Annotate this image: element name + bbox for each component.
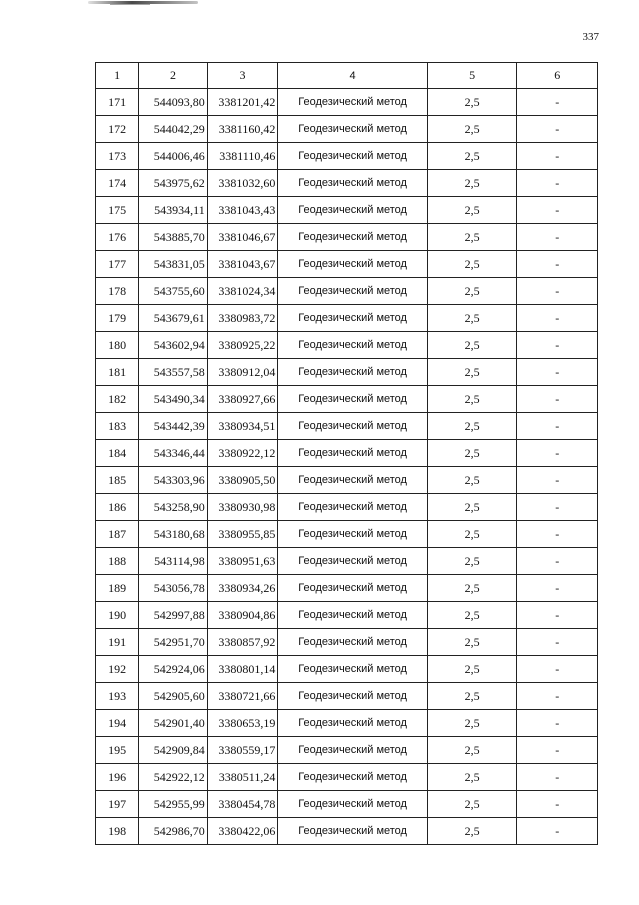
table-row — [96, 197, 598, 224]
column-header-2: 2 — [139, 63, 208, 89]
accuracy-cell: 2,5 — [427, 413, 517, 440]
y-coordinate-cell: 3380930,98 — [207, 494, 278, 521]
note-cell: - — [517, 494, 598, 521]
x-coordinate-cell: 542997,88 — [139, 602, 208, 629]
x-coordinate-cell: 542901,40 — [139, 710, 208, 737]
method-cell: Геодезический метод — [278, 710, 428, 737]
point-number-cell: 184 — [96, 440, 139, 467]
accuracy-cell: 2,5 — [427, 494, 517, 521]
point-number-cell: 191 — [96, 629, 139, 656]
accuracy-cell: 2,5 — [427, 548, 517, 575]
point-number-cell: 196 — [96, 764, 139, 791]
x-coordinate-cell: 543442,39 — [139, 413, 208, 440]
x-coordinate-cell: 543975,62 — [139, 170, 208, 197]
y-coordinate-cell: 3380983,72 — [207, 305, 278, 332]
table-body — [96, 89, 598, 845]
accuracy-cell: 2,5 — [427, 116, 517, 143]
column-header-3: 3 — [207, 63, 278, 89]
y-coordinate-cell: 3381160,42 — [207, 116, 278, 143]
y-coordinate-cell: 3380904,86 — [207, 602, 278, 629]
y-coordinate-cell: 3381024,34 — [207, 278, 278, 305]
table-row — [96, 251, 598, 278]
accuracy-cell: 2,5 — [427, 710, 517, 737]
table-row — [96, 764, 598, 791]
accuracy-cell: 2,5 — [427, 629, 517, 656]
note-cell: - — [517, 656, 598, 683]
y-coordinate-cell: 3380934,26 — [207, 575, 278, 602]
method-cell: Геодезический метод — [278, 359, 428, 386]
point-number-cell: 180 — [96, 332, 139, 359]
point-number-cell: 171 — [96, 89, 139, 116]
table-row — [96, 575, 598, 602]
accuracy-cell: 2,5 — [427, 764, 517, 791]
method-cell: Геодезический метод — [278, 305, 428, 332]
accuracy-cell: 2,5 — [427, 143, 517, 170]
y-coordinate-cell: 3381043,67 — [207, 251, 278, 278]
x-coordinate-cell: 543490,34 — [139, 386, 208, 413]
note-cell: - — [517, 278, 598, 305]
note-cell: - — [517, 737, 598, 764]
table-row — [96, 494, 598, 521]
column-header-5: 5 — [427, 63, 517, 89]
point-number-cell: 198 — [96, 818, 139, 845]
method-cell: Геодезический метод — [278, 251, 428, 278]
y-coordinate-cell: 3381201,42 — [207, 89, 278, 116]
x-coordinate-cell: 543602,94 — [139, 332, 208, 359]
y-coordinate-cell: 3381043,43 — [207, 197, 278, 224]
note-cell: - — [517, 602, 598, 629]
table-row — [96, 116, 598, 143]
note-cell: - — [517, 467, 598, 494]
method-cell: Геодезический метод — [278, 494, 428, 521]
method-cell: Геодезический метод — [278, 197, 428, 224]
method-cell: Геодезический метод — [278, 170, 428, 197]
x-coordinate-cell: 542922,12 — [139, 764, 208, 791]
table-row — [96, 170, 598, 197]
y-coordinate-cell: 3380721,66 — [207, 683, 278, 710]
y-coordinate-cell: 3380951,63 — [207, 548, 278, 575]
note-cell: - — [517, 116, 598, 143]
note-cell: - — [517, 629, 598, 656]
method-cell: Геодезический метод — [278, 602, 428, 629]
table-row — [96, 143, 598, 170]
note-cell: - — [517, 764, 598, 791]
point-number-cell: 179 — [96, 305, 139, 332]
accuracy-cell: 2,5 — [427, 683, 517, 710]
note-cell: - — [517, 710, 598, 737]
accuracy-cell: 2,5 — [427, 791, 517, 818]
table-row — [96, 683, 598, 710]
table-row — [96, 737, 598, 764]
point-number-cell: 176 — [96, 224, 139, 251]
method-cell: Геодезический метод — [278, 791, 428, 818]
point-number-cell: 187 — [96, 521, 139, 548]
x-coordinate-cell: 542955,99 — [139, 791, 208, 818]
y-coordinate-cell: 3380511,24 — [207, 764, 278, 791]
column-header-6: 6 — [517, 63, 598, 89]
note-cell: - — [517, 683, 598, 710]
point-number-cell: 192 — [96, 656, 139, 683]
method-cell: Геодезический метод — [278, 386, 428, 413]
y-coordinate-cell: 3380653,19 — [207, 710, 278, 737]
accuracy-cell: 2,5 — [427, 467, 517, 494]
point-number-cell: 173 — [96, 143, 139, 170]
y-coordinate-cell: 3380955,85 — [207, 521, 278, 548]
table-row — [96, 359, 598, 386]
table-row — [96, 89, 598, 116]
point-number-cell: 188 — [96, 548, 139, 575]
point-number-cell: 193 — [96, 683, 139, 710]
x-coordinate-cell: 542905,60 — [139, 683, 208, 710]
table-header — [96, 63, 598, 89]
note-cell: - — [517, 251, 598, 278]
point-number-cell: 194 — [96, 710, 139, 737]
note-cell: - — [517, 332, 598, 359]
x-coordinate-cell: 544093,80 — [139, 89, 208, 116]
method-cell: Геодезический метод — [278, 278, 428, 305]
point-number-cell: 183 — [96, 413, 139, 440]
accuracy-cell: 2,5 — [427, 737, 517, 764]
accuracy-cell: 2,5 — [427, 602, 517, 629]
method-cell: Геодезический метод — [278, 737, 428, 764]
y-coordinate-cell: 3380454,78 — [207, 791, 278, 818]
table-row — [96, 386, 598, 413]
note-cell: - — [517, 440, 598, 467]
table-row — [96, 548, 598, 575]
point-number-cell: 181 — [96, 359, 139, 386]
y-coordinate-cell: 3380559,17 — [207, 737, 278, 764]
point-number-cell: 197 — [96, 791, 139, 818]
x-coordinate-cell: 542909,84 — [139, 737, 208, 764]
method-cell: Геодезический метод — [278, 116, 428, 143]
method-cell: Геодезический метод — [278, 143, 428, 170]
point-number-cell: 182 — [96, 386, 139, 413]
table-row — [96, 224, 598, 251]
x-coordinate-cell: 543114,98 — [139, 548, 208, 575]
note-cell: - — [517, 305, 598, 332]
accuracy-cell: 2,5 — [427, 332, 517, 359]
note-cell: - — [517, 791, 598, 818]
accuracy-cell: 2,5 — [427, 170, 517, 197]
y-coordinate-cell: 3381110,46 — [207, 143, 278, 170]
accuracy-cell: 2,5 — [427, 89, 517, 116]
accuracy-cell: 2,5 — [427, 305, 517, 332]
column-header-4: 4 — [278, 63, 428, 89]
x-coordinate-cell: 542951,70 — [139, 629, 208, 656]
table-row — [96, 656, 598, 683]
x-coordinate-cell: 543755,60 — [139, 278, 208, 305]
table-row — [96, 305, 598, 332]
point-number-cell: 174 — [96, 170, 139, 197]
table-row — [96, 521, 598, 548]
table-row — [96, 629, 598, 656]
note-cell: - — [517, 386, 598, 413]
accuracy-cell: 2,5 — [427, 278, 517, 305]
table-row — [96, 332, 598, 359]
method-cell: Геодезический метод — [278, 467, 428, 494]
method-cell: Геодезический метод — [278, 575, 428, 602]
method-cell: Геодезический метод — [278, 818, 428, 845]
column-header-1: 1 — [96, 63, 139, 89]
method-cell: Геодезический метод — [278, 413, 428, 440]
note-cell: - — [517, 548, 598, 575]
x-coordinate-cell: 543934,11 — [139, 197, 208, 224]
point-number-cell: 190 — [96, 602, 139, 629]
point-number-cell: 189 — [96, 575, 139, 602]
x-coordinate-cell: 542924,06 — [139, 656, 208, 683]
accuracy-cell: 2,5 — [427, 656, 517, 683]
method-cell: Геодезический метод — [278, 656, 428, 683]
method-cell: Геодезический метод — [278, 89, 428, 116]
note-cell: - — [517, 89, 598, 116]
accuracy-cell: 2,5 — [427, 575, 517, 602]
accuracy-cell: 2,5 — [427, 386, 517, 413]
accuracy-cell: 2,5 — [427, 251, 517, 278]
accuracy-cell: 2,5 — [427, 359, 517, 386]
y-coordinate-cell: 3380857,92 — [207, 629, 278, 656]
method-cell: Геодезический метод — [278, 332, 428, 359]
accuracy-cell: 2,5 — [427, 197, 517, 224]
point-number-cell: 195 — [96, 737, 139, 764]
accuracy-cell: 2,5 — [427, 224, 517, 251]
method-cell: Геодезический метод — [278, 764, 428, 791]
table-row — [96, 278, 598, 305]
y-coordinate-cell: 3380422,06 — [207, 818, 278, 845]
note-cell: - — [517, 359, 598, 386]
table-row — [96, 602, 598, 629]
y-coordinate-cell: 3380905,50 — [207, 467, 278, 494]
y-coordinate-cell: 3380912,04 — [207, 359, 278, 386]
note-cell: - — [517, 170, 598, 197]
x-coordinate-cell: 544006,46 — [139, 143, 208, 170]
note-cell: - — [517, 575, 598, 602]
y-coordinate-cell: 3381032,60 — [207, 170, 278, 197]
point-number-cell: 178 — [96, 278, 139, 305]
y-coordinate-cell: 3380934,51 — [207, 413, 278, 440]
scan-artifact-line — [110, 4, 150, 5]
note-cell: - — [517, 197, 598, 224]
x-coordinate-cell: 543557,58 — [139, 359, 208, 386]
point-number-cell: 172 — [96, 116, 139, 143]
y-coordinate-cell: 3381046,67 — [207, 224, 278, 251]
x-coordinate-cell: 544042,29 — [139, 116, 208, 143]
x-coordinate-cell: 543258,90 — [139, 494, 208, 521]
point-number-cell: 185 — [96, 467, 139, 494]
table-row — [96, 413, 598, 440]
table-row — [96, 710, 598, 737]
accuracy-cell: 2,5 — [427, 440, 517, 467]
y-coordinate-cell: 3380801,14 — [207, 656, 278, 683]
point-number-cell: 177 — [96, 251, 139, 278]
x-coordinate-cell: 543679,61 — [139, 305, 208, 332]
point-number-cell: 175 — [96, 197, 139, 224]
note-cell: - — [517, 818, 598, 845]
header-row — [96, 63, 598, 89]
y-coordinate-cell: 3380925,22 — [207, 332, 278, 359]
coordinates-table — [95, 62, 598, 845]
table-row — [96, 467, 598, 494]
y-coordinate-cell: 3380927,66 — [207, 386, 278, 413]
point-number-cell: 186 — [96, 494, 139, 521]
accuracy-cell: 2,5 — [427, 818, 517, 845]
table-row — [96, 440, 598, 467]
method-cell: Геодезический метод — [278, 224, 428, 251]
table-row — [96, 791, 598, 818]
x-coordinate-cell: 543885,70 — [139, 224, 208, 251]
method-cell: Геодезический метод — [278, 548, 428, 575]
note-cell: - — [517, 143, 598, 170]
method-cell: Геодезический метод — [278, 683, 428, 710]
note-cell: - — [517, 413, 598, 440]
table-row — [96, 818, 598, 845]
note-cell: - — [517, 521, 598, 548]
x-coordinate-cell: 542986,70 — [139, 818, 208, 845]
x-coordinate-cell: 543831,05 — [139, 251, 208, 278]
note-cell: - — [517, 224, 598, 251]
x-coordinate-cell: 543303,96 — [139, 467, 208, 494]
method-cell: Геодезический метод — [278, 440, 428, 467]
y-coordinate-cell: 3380922,12 — [207, 440, 278, 467]
accuracy-cell: 2,5 — [427, 521, 517, 548]
x-coordinate-cell: 543180,68 — [139, 521, 208, 548]
method-cell: Геодезический метод — [278, 521, 428, 548]
x-coordinate-cell: 543346,44 — [139, 440, 208, 467]
x-coordinate-cell: 543056,78 — [139, 575, 208, 602]
page-number: 337 — [582, 31, 599, 43]
method-cell: Геодезический метод — [278, 629, 428, 656]
